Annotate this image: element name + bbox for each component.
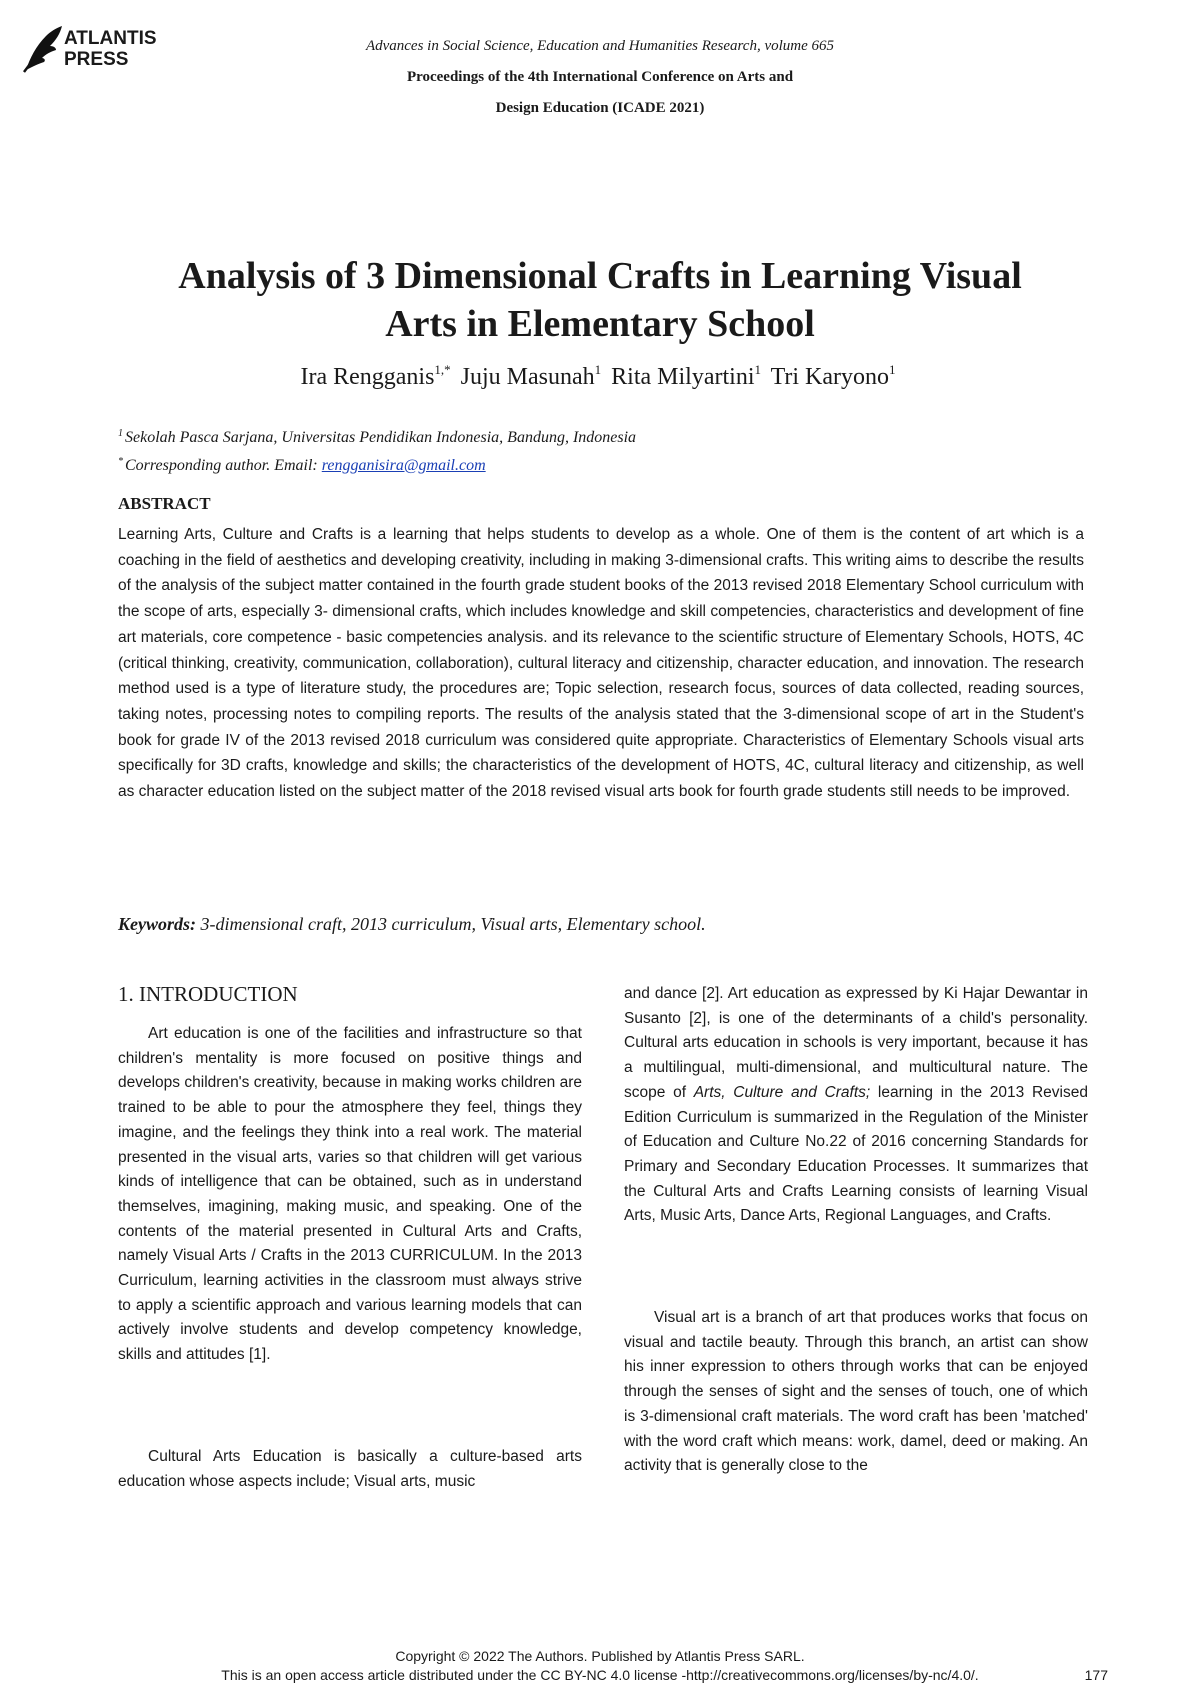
publisher-logo	[20, 24, 180, 74]
author-list	[80, 362, 1120, 391]
section-heading-introduction: 1. INTRODUCTION	[118, 982, 298, 1006]
author-affiliation-mark: 1	[889, 362, 896, 377]
author-affiliation-mark: 1,*	[434, 362, 451, 377]
author-name: Tri Karyono	[770, 364, 890, 390]
series-title: Advances in Social Science, Education and Humanities Research, volume 665	[365, 38, 835, 54]
author-affiliation-mark: 1	[594, 362, 602, 377]
keywords-label: Keywords:	[118, 914, 196, 934]
affiliation-text: Sekolah Pasca Sarjana, Universitas Pendidikan Indonesia, Bandung, Indonesia	[125, 429, 637, 446]
paragraph-text: and dance [2]. Art education as expressed by Ki Hajar Dewantar in Susanto [2], is one of the determinants of a child's personality. Cultural arts education in schools is very important, because it has a multilingual, multi-dimensional, and multicultural nature. The scope of	[624, 985, 1088, 1101]
affiliation-block	[118, 422, 636, 478]
publisher-name-line1: ATLANTIS	[64, 28, 157, 49]
abstract-text: Learning Arts, Culture and Crafts is a learning that helps students to develop as a whole. One of them is the content of art which is a coaching in the field of aesthetics and developing creativity, including in making 3-dimensional crafts. This writing aims to describe the results of the analysis of the subject matter contained in the fourth grade student books of the 2013 revised 2018 Elementary School curriculum with the scope of arts, especially 3- dimensional crafts, which includes knowledge and skill competencies, characteristics and development of fine art materials, core competence - basic competencies analysis. and its relevance to the scientific structure of Elementary Schools, HOTS, 4C (critical thinking, creativity, communication, collaboration), cultural literacy and citizenship, character education, and innovation. The research method used is a type of literature study, the procedures are; Topic selection, research focus, sources of data collected, reading sources, taking notes, processing notes to compiling reports. The results of the analysis stated that the 3-dimensional scope of art in the Student's book for grade IV of the 2013 revised 2018 curriculum was considered quite appropriate. Characteristics of Elementary Schools visual arts specifically for 3D crafts, knowledge and skills; the characteristics of the development of HOTS, 4C, cultural literacy and citizenship, as well as character education listed on the subject matter of the 2018 revised visual arts book for fourth grade students still needs to be improved.	[118, 526, 1084, 801]
corresponding-mark: *	[118, 456, 123, 467]
corresponding-label: Corresponding author. Email:	[125, 457, 318, 474]
affiliation-mark: 1	[118, 428, 123, 439]
intro-paragraph: Cultural Arts Education is basically a culture-based arts education whose aspects include; Visual arts, music	[118, 1448, 582, 1490]
corresponding-author-line	[118, 450, 636, 478]
author-name: Rita Milyartini	[611, 364, 755, 390]
proceedings-title-line2: Design Education (ICADE 2021)	[495, 100, 705, 116]
keywords-text: 3-dimensional craft, 2013 curriculum, Visual arts, Elementary school.	[200, 914, 706, 934]
paper-title	[80, 252, 1120, 348]
proceedings-title-line1: Proceedings of the 4th International Conference on Arts and	[406, 69, 794, 85]
paper-title-line2: Arts in Elementary School	[385, 303, 815, 345]
keywords-line	[118, 914, 1084, 935]
author-affiliation-mark: 1	[754, 362, 761, 377]
publisher-name-line2: PRESS	[64, 49, 129, 70]
italic-term: Arts, Culture and Crafts;	[693, 1083, 871, 1101]
copyright-notice: Copyright © 2022 The Authors. Published by Atlantis Press SARL.	[395, 1648, 805, 1664]
intro-paragraph: Art education is one of the facilities and infrastructure so that children's mentality is more focused on positive things and develops children's creativity, because in making works children are trained to be able to pour the atmosphere they feel, things they imagine, and the feelings they think into a real work. The material presented in the visual arts, varies so that children will get various kinds of intelligence that can be obtained, such as in understand themselves, imagining, making music, and speaking. One of the contents of the material presented in Cultural Arts and Crafts, namely Visual Arts / Crafts in the 2013 CURRICULUM. In the 2013 Curriculum, learning activities in the classroom must always strive to apply a scientific approach and various learning models that can actively involve students and develop competency knowledge, skills and attitudes [1].	[118, 1025, 582, 1364]
intro-paragraph	[624, 982, 1088, 1229]
intro-paragraph: Visual art is a branch of art that produces works that focus on visual and tactile beauty. Through this branch, an artist can show his inner expression to others through works that can be enjoyed through the senses of sight and the senses of touch, one of which is 3-dimensional craft materials. The word craft has been 'matched' with the word craft which means: work, damel, deed or making. An activity that is generally close to the	[624, 1309, 1088, 1475]
page-number: 177	[1084, 1667, 1108, 1683]
abstract-heading: ABSTRACT	[118, 494, 211, 513]
feather-logo-icon	[20, 24, 64, 74]
author-name: Juju Masunah	[460, 364, 595, 390]
email-link[interactable]: rengganisira@gmail.com	[321, 457, 486, 474]
license-notice: This is an open access article distributed under the CC BY-NC 4.0 license -http://creativecommons.org/licenses/by-nc/4.0/.	[221, 1667, 979, 1683]
author-name: Ira Rengganis	[300, 364, 435, 390]
affiliation-line	[118, 422, 636, 450]
paragraph-text: learning in the 2013 Revised Edition Curriculum is summarized in the Regulation of the Minister of Education and Culture No.22 of 2016 concerning Standards for Primary and Secondary Education Processes. It summarizes that the Cultural Arts and Crafts Learning consists of learning Visual Arts, Music Arts, Dance Arts, Regional Languages, and Crafts.	[624, 1083, 1088, 1225]
paper-title-line1: Analysis of 3 Dimensional Crafts in Learning Visual	[178, 255, 1022, 297]
